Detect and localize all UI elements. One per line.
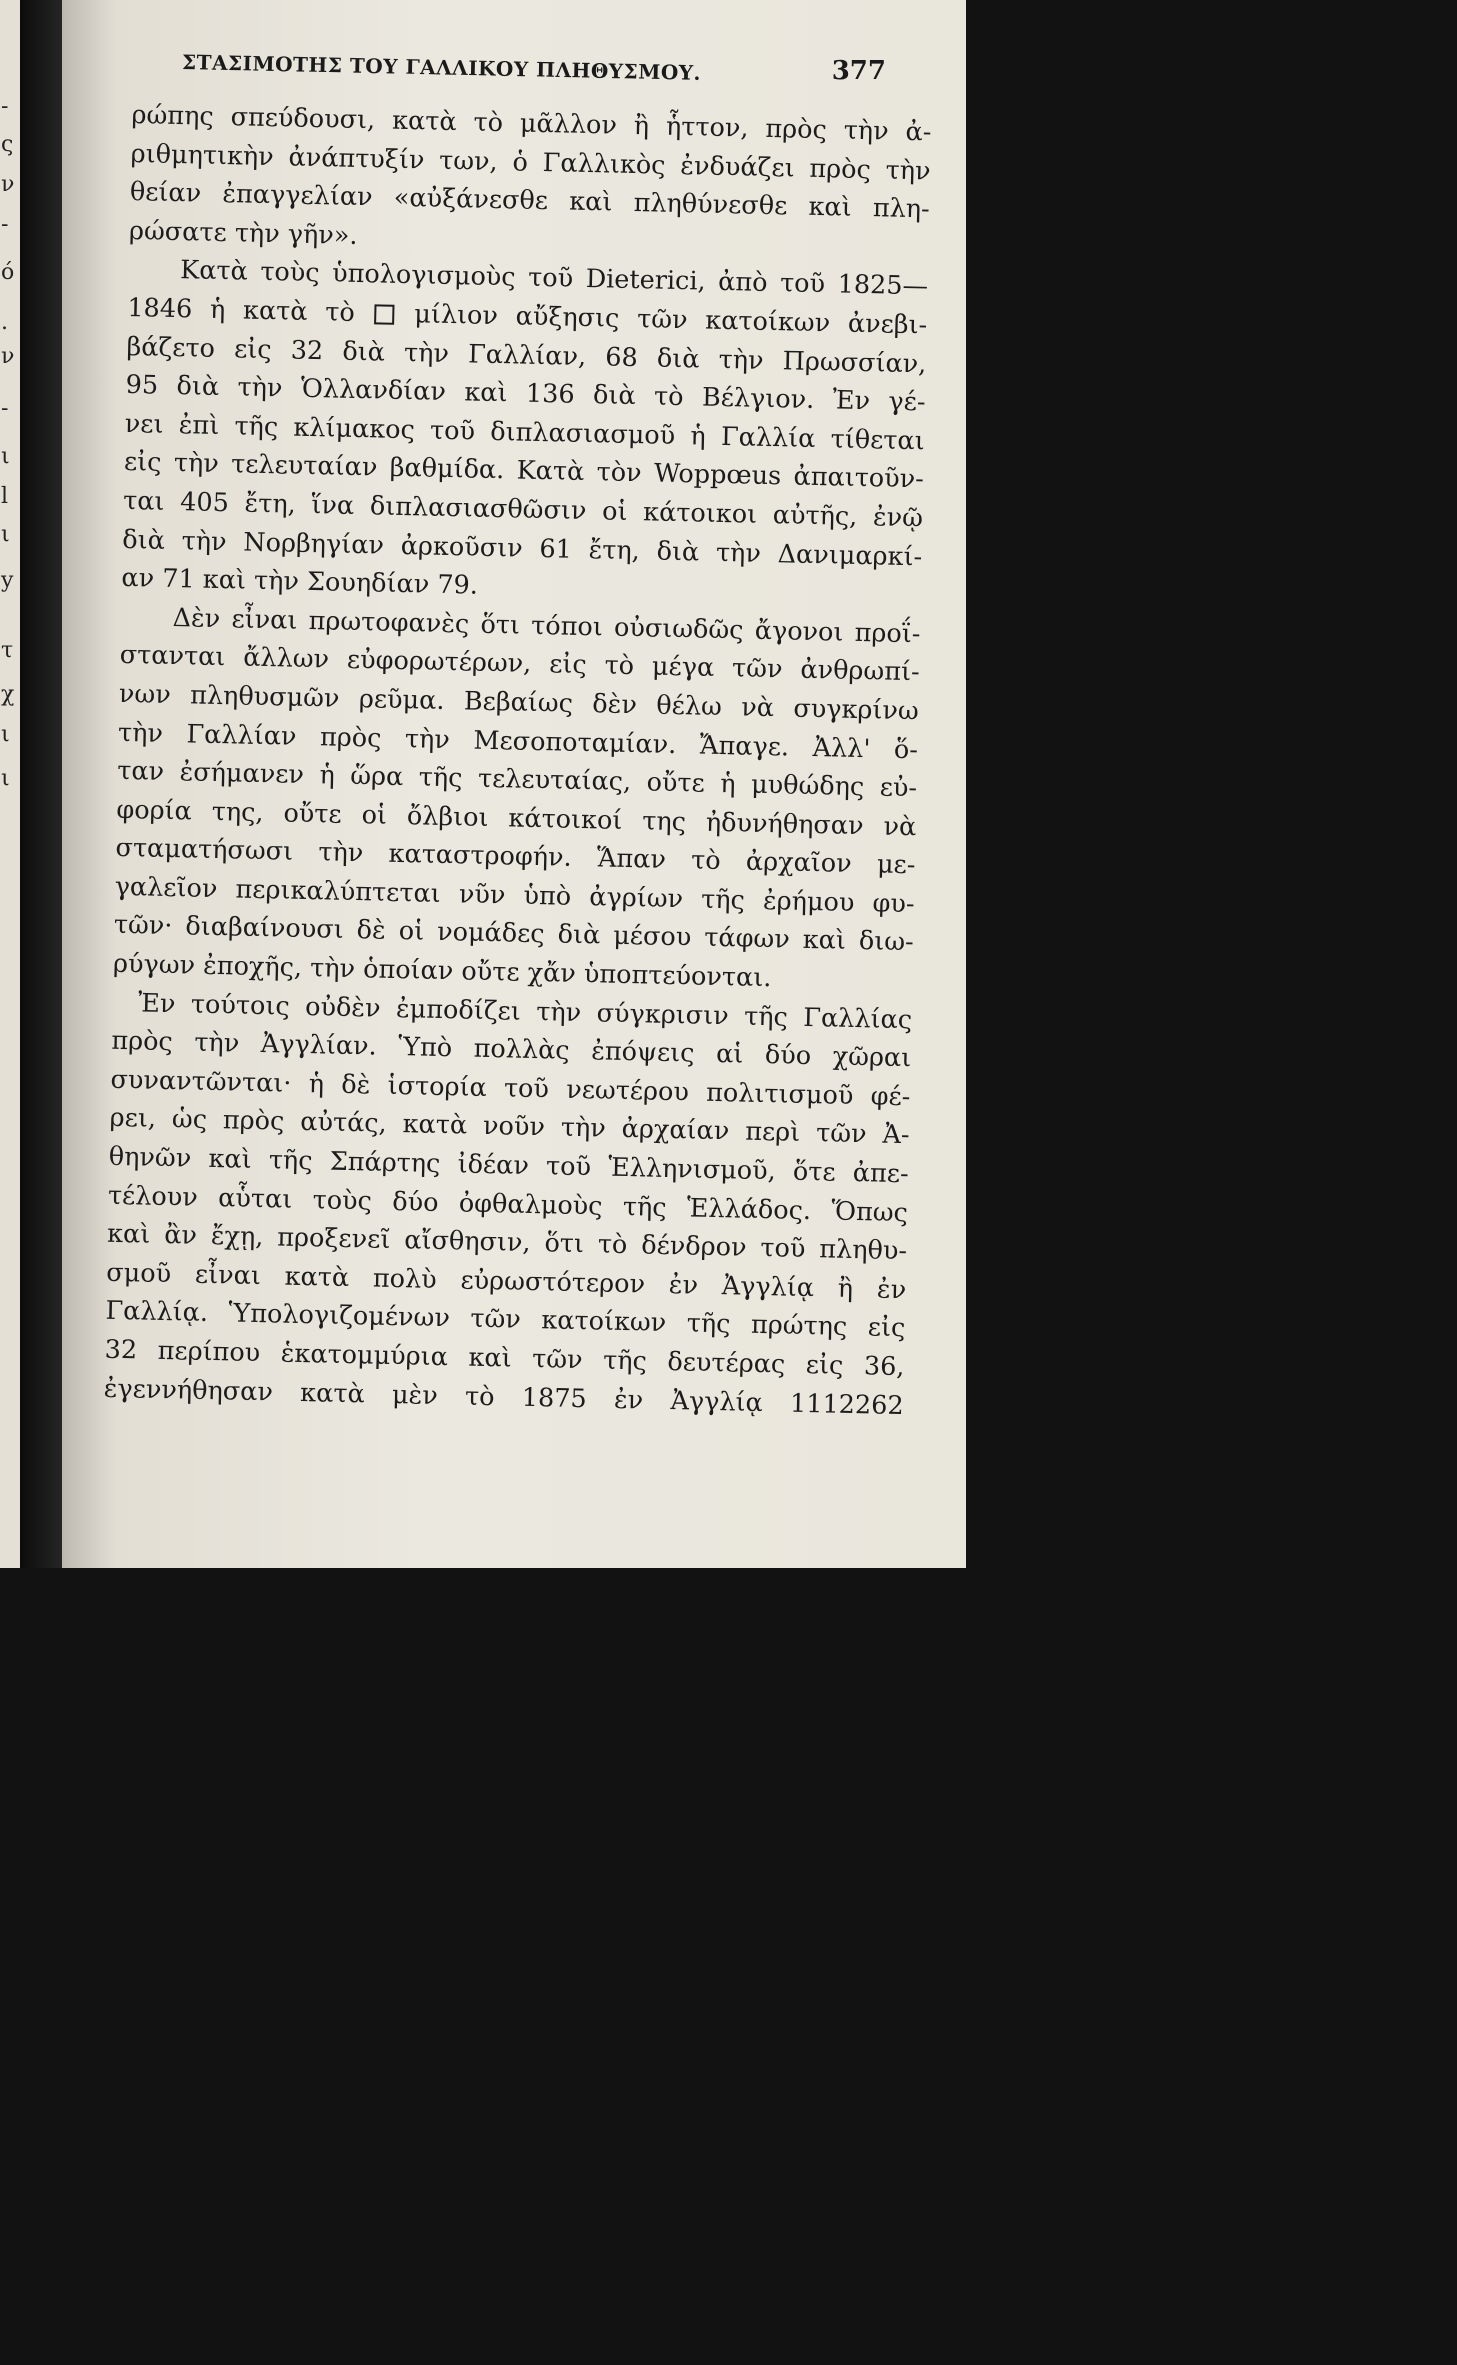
- text-line: στανται ἄλλων εὐφορωτέρων, εἰς τὸ μέγα τῶν ἀνθρωπί-: [119, 640, 920, 688]
- left-page-fragment: -: [1, 212, 9, 237]
- left-page-fragment: τ: [1, 638, 14, 663]
- text-line: 95 διὰ τὴν Ὁλλανδίαν καὶ 136 διὰ τὸ Βέλγιον. Ἐν γέ-: [125, 370, 926, 418]
- left-page-fragment: -: [1, 396, 9, 421]
- text-line: θηνῶν καὶ τῆς Σπάρτης ἰδέαν τοῦ Ἑλληνισμοῦ, ὅτε ἀπε-: [108, 1141, 909, 1190]
- text-line: εἰς τὴν τελευταίαν βαθμίδα. Κατὰ τὸν Woppœus ἀπαιτοῦν-: [123, 447, 925, 495]
- text-line: 32 περίπου ἑκατομμύρια καὶ τῶν τῆς δευτέρας εἰς 36,: [104, 1334, 905, 1383]
- text-line: ρώσατε τὴν γῆν».: [128, 215, 358, 251]
- page-body-text: [103, 96, 931, 1425]
- left-page-fragment: ν: [1, 344, 15, 369]
- text-line: σταματήσωσι τὴν καταστροφήν. Ἅπαν τὸ ἀρχαῖον με-: [115, 833, 916, 881]
- text-line: ριθμητικὴν ἀνάπτυξίν των, ὁ Γαλλικὸς ἐνδυάζει πρὸς τὴν: [130, 138, 931, 187]
- text-line: Γαλλίᾳ. Ὑπολογιζομένων τῶν κατοίκων τῆς πρώτης εἰς: [105, 1296, 906, 1344]
- text-line: θείαν ἐπαγγελίαν «αὐξάνεσθε καὶ πληθύνεσθε καὶ πλη-: [129, 177, 931, 225]
- text-line: τῶν· διαβαίνουσι δὲ οἱ νομάδες διὰ μέσου τάφων καὶ διω-: [113, 910, 915, 958]
- book-page: [62, 0, 966, 1568]
- left-page-fragment: l: [1, 484, 9, 509]
- text-fragment: 1846 ἡ κατὰ τὸ: [127, 292, 356, 328]
- left-page-fragment: ι: [1, 766, 10, 791]
- text-line: τὴν Γαλλίαν πρὸς τὴν Μεσοποταμίαν. Ἄπαγε. Ἀλλ' ὅ-: [117, 717, 919, 765]
- text-line: νει ἐπὶ τῆς κλίμακος τοῦ διπλασιασμοῦ ἡ Γαλλία τίθεται: [124, 408, 925, 457]
- paragraph-start-line: Κατὰ τοὺς ὑπολογισμοὺς τοῦ Dieterici, ἀπὸ τοῦ 1825—: [179, 255, 929, 302]
- text-line: ταν ἐσήμανεν ἡ ὥρα τῆς τελευταίας, οὔτε ἡ μυθώδης εὐ-: [116, 755, 918, 804]
- paragraph-start-line: Δὲν εἶναι πρωτοφανὲς ὅτι τόποι οὐσιωδῶς ἄγονοι προΐ-: [172, 602, 921, 650]
- left-page-fragment: ό: [1, 260, 15, 285]
- text-line: φορία της, οὔτε οἱ ὄλβιοι κάτοικοί της ἠδυνήθησαν νὰ: [116, 794, 917, 842]
- left-page-fragment: -: [1, 94, 9, 119]
- text-line: ἐγεννήθησαν κατὰ μὲν τὸ 1875 ἐν Ἀγγλίᾳ 1112262: [103, 1373, 904, 1421]
- left-page-fragment: ν: [1, 172, 15, 197]
- text-line: ται 405 ἔτη, ἵνα διπλασιασθῶσιν οἱ κάτοικοι αὐτῆς, ἐνῷ: [122, 485, 924, 534]
- left-page-fragment: ι: [1, 444, 10, 469]
- text-line: ρύγων ἐποχῆς, τὴν ὁποίαν οὔτε χἄν ὑποπτεύονται.: [112, 948, 772, 994]
- text-line: σμοῦ εἶναι κατὰ πολὺ εὐρωστότερον ἐν Ἀγγλίᾳ ἢ ἐν: [106, 1257, 907, 1305]
- running-head: ΣΤΑΣΙΜΟΤΗΣ ΤΟΥ ΓΑΛΛΙΚΟΥ ΠΛΗΘΥΣΜΟΥ.: [181, 50, 702, 85]
- text-line: διὰ τὴν Νορβηγίαν ἀρκοῦσιν 61 ἔτη, διὰ τὴν Δανιμαρκί-: [121, 524, 923, 572]
- left-page-fragment: .: [1, 310, 8, 335]
- text-line: ρει, ὡς πρὸς αὐτάς, κατὰ νοῦν τὴν ἀρχαίαν περὶ τῶν Ἀ-: [109, 1103, 910, 1151]
- left-page-fragment: y: [1, 568, 14, 593]
- left-page-fragment: ς: [1, 132, 14, 157]
- text-line: ρώπης σπεύδουσι, κατὰ τὸ μᾶλλον ἢ ἧττον, πρὸς τὴν ἀ-: [131, 99, 932, 148]
- text-line: πρὸς τὴν Ἀγγλίαν. Ὑπὸ πολλὰς ἐπόψεις αἱ δύο χῶραι: [111, 1026, 912, 1074]
- text-line: γαλεῖον περικαλύπτεται νῦν ὑπὸ ἀγρίων τῆς ἐρήμου φυ-: [114, 871, 915, 920]
- page-number: 377: [831, 56, 886, 86]
- left-page-fragment: χ: [1, 682, 15, 707]
- text-line: καὶ ἂν ἔχῃ, προξενεῖ αἴσθησιν, ὅτι τὸ δένδρον τοῦ πληθυ-: [106, 1218, 908, 1267]
- square-symbol-icon: [374, 304, 394, 324]
- text-line: συναντῶνται· ἡ δὲ ἱστορία τοῦ νεωτέρου πολιτισμοῦ φέ-: [110, 1064, 911, 1113]
- text-line: νων πληθυσμῶν ρεῦμα. Βεβαίως δὲν θέλω νὰ συγκρίνω: [118, 678, 920, 727]
- text-line: τέλουν αὗται τοὺς δύο ὀφθαλμοὺς τῆς Ἑλλάδος. Ὅπως: [107, 1180, 909, 1228]
- text-line: αν 71 καὶ τὴν Σουηδίαν 79.: [121, 563, 479, 601]
- paragraph-start-line: Ἐν τούτοις οὐδὲν ἐμποδίζει τὴν σύγκρισιν τῆς Γαλλίας: [137, 988, 913, 1035]
- text-fragment: μίλιον αὔξησις τῶν κατοίκων ἀνεβι-: [414, 299, 928, 341]
- page-header: [62, 38, 966, 86]
- text-line: βάζετο εἰς 32 διὰ τὴν Γαλλίαν, 68 διὰ τὴν Πρωσσίαν,: [126, 331, 927, 379]
- left-page-edge: [0, 0, 20, 1568]
- left-page-fragment: ι: [1, 722, 10, 747]
- left-page-fragment: ι: [1, 522, 10, 547]
